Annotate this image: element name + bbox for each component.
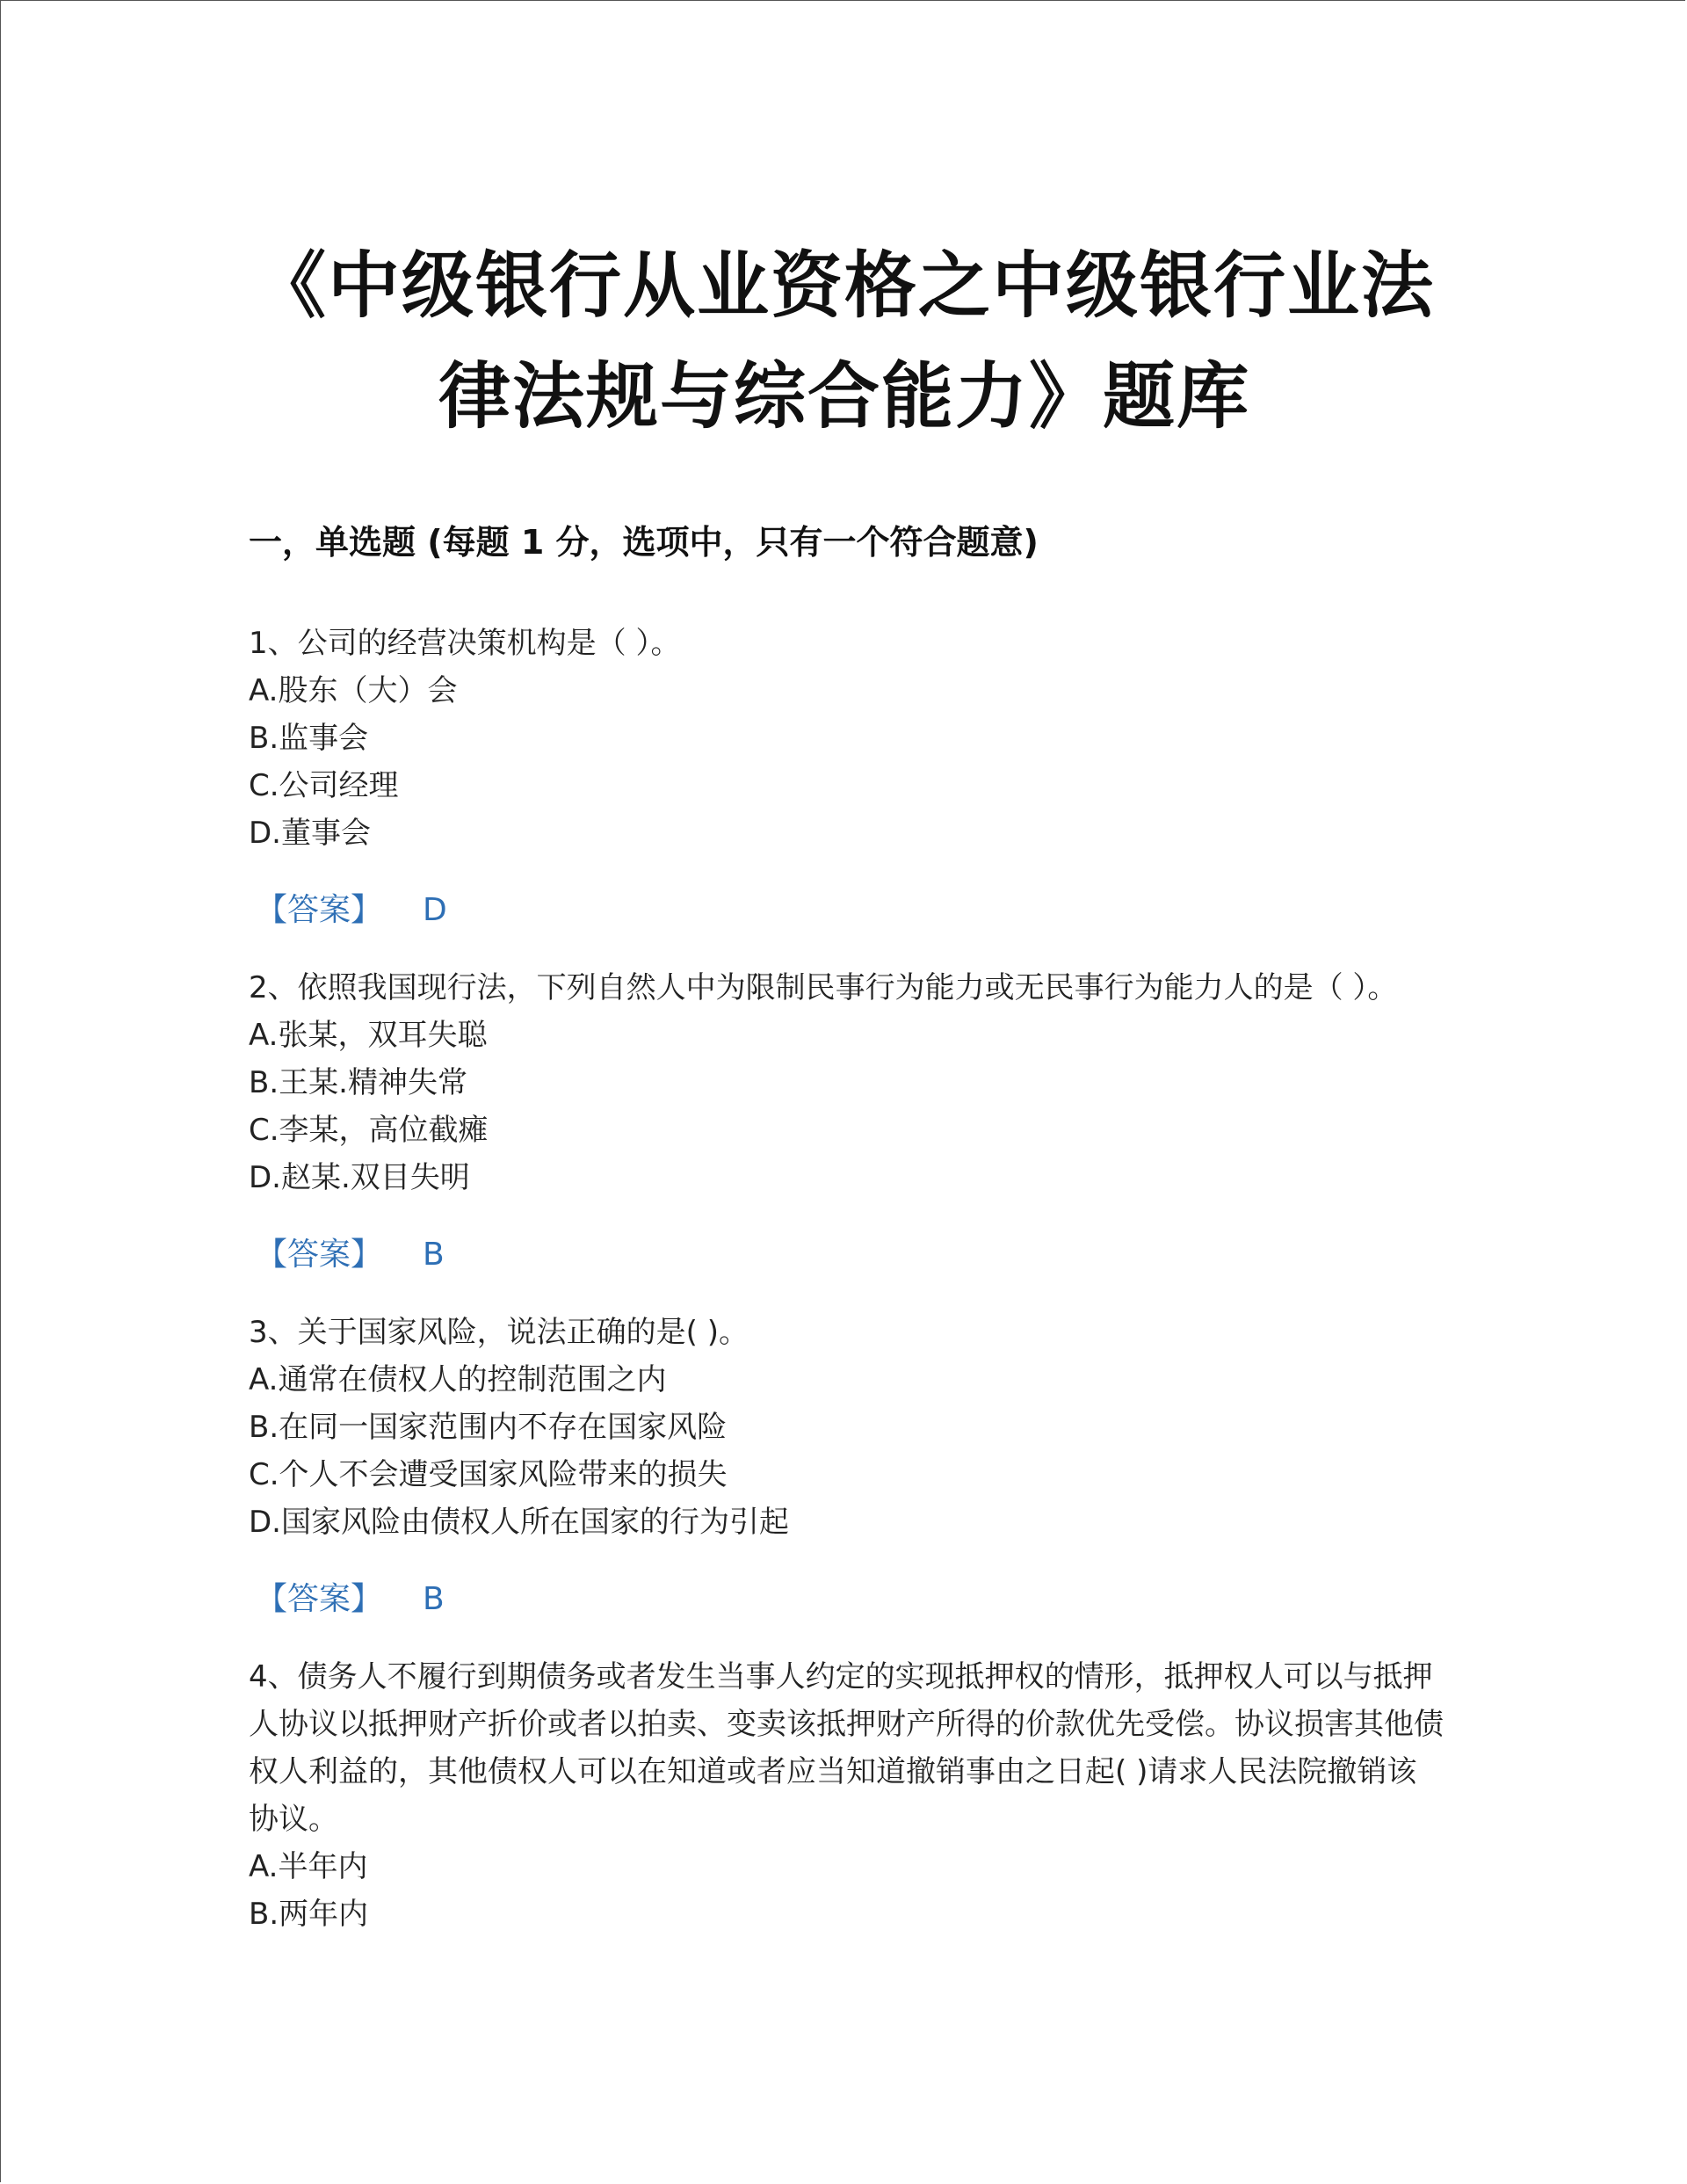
option-c: C.李某，高位截瘫 bbox=[249, 1113, 489, 1148]
option-a: A.半年内 bbox=[249, 1849, 368, 1884]
option-d: D.董事会 bbox=[249, 816, 371, 851]
option-b: B.在同一国家范围内不存在国家风险 bbox=[249, 1410, 728, 1445]
answer-label: 【答案】 bbox=[256, 1581, 383, 1617]
section-heading: 一，单选题 (每题 1 分，选项中，只有一个符合题意) bbox=[249, 523, 1039, 562]
answer-line bbox=[256, 1231, 1444, 1279]
option-b: B.监事会 bbox=[249, 721, 369, 756]
option-a: A.通常在债权人的控制范围之内 bbox=[249, 1362, 667, 1397]
option-a: A.股东（大）会 bbox=[249, 673, 458, 708]
option-b: B.王某.精神失常 bbox=[249, 1065, 467, 1100]
document-title: 《中级银行从业资格之中级银行业法律法规与综合能力》题库 bbox=[253, 244, 1435, 439]
question-4 bbox=[249, 1653, 1444, 1938]
option-c: C.公司经理 bbox=[249, 768, 399, 803]
answer-value: B bbox=[423, 1581, 445, 1617]
question-3 bbox=[249, 1309, 1444, 1623]
question-stem: 2、依照我国现行法，下列自然人中为限制民事行为能力或无民事行为能力人的是（ ）。 bbox=[249, 970, 1398, 1005]
question-1 bbox=[249, 620, 1444, 934]
answer-label: 【答案】 bbox=[256, 1237, 383, 1273]
option-d: D.赵某.双目失明 bbox=[249, 1160, 470, 1195]
question-list bbox=[249, 620, 1444, 1938]
answer-label: 【答案】 bbox=[256, 892, 383, 928]
answer-value: D bbox=[423, 892, 447, 928]
question-2 bbox=[249, 964, 1444, 1279]
answer-line bbox=[256, 887, 1444, 934]
option-b: B.两年内 bbox=[249, 1897, 369, 1932]
question-stem: 4、债务人不履行到期债务或者发生当事人约定的实现抵押权的情形，抵押权人可以与抵押人协议以抵押财产折价或者以拍卖、变卖该抵押财产所得的价款优先受偿。协议损害其他债权人利益的，其他债权人可以在知道或者应当知道撤销事由之日起( )请求人民法院撤销该协议。 bbox=[249, 1659, 1444, 1837]
answer-line bbox=[256, 1576, 1444, 1623]
question-stem: 3、关于国家风险，说法正确的是( )。 bbox=[249, 1315, 749, 1350]
question-stem: 1、公司的经营决策机构是（ ）。 bbox=[249, 626, 681, 661]
option-c: C.个人不会遭受国家风险带来的损失 bbox=[249, 1457, 728, 1492]
option-a: A.张某，双耳失聪 bbox=[249, 1018, 488, 1053]
answer-value: B bbox=[423, 1237, 445, 1273]
option-d: D.国家风险由债权人所在国家的行为引起 bbox=[249, 1505, 789, 1540]
